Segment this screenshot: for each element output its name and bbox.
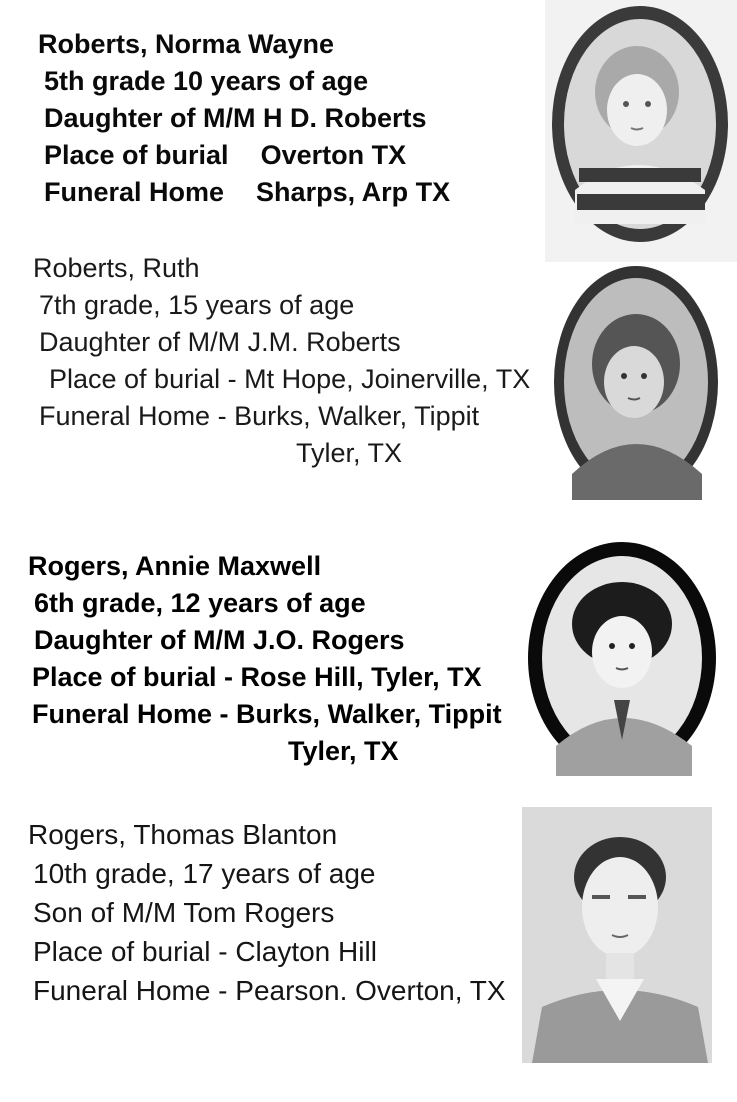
entry-name: Roberts, Norma Wayne <box>38 29 335 59</box>
funeral-value: Sharps, Arp TX <box>256 177 451 207</box>
entry-grade-age: 5th grade 10 years of age <box>44 66 369 96</box>
entry-funeral: Funeral Home - Pearson. Overton, TX <box>33 975 506 1006</box>
entry-funeral-row <box>38 174 450 211</box>
memorial-entry <box>0 548 737 778</box>
entry-parents: Daughter of M/M H D. Roberts <box>44 103 427 133</box>
entry-name: Rogers, Thomas Blanton <box>28 819 338 850</box>
entry-name: Roberts, Ruth <box>33 253 200 283</box>
entry-parents: Daughter of M/M J.O. Rogers <box>34 625 405 655</box>
memorial-entry <box>0 250 737 500</box>
entry-text <box>38 26 450 211</box>
entry-burial: Place of burial - Clayton Hill <box>33 936 377 967</box>
memorial-entry <box>0 815 737 1075</box>
oval-portrait-photo <box>552 264 720 500</box>
entry-text <box>33 250 530 472</box>
entry-burial: Place of burial - Mt Hope, Joinerville, TX <box>49 364 531 394</box>
funeral-label: Funeral Home <box>44 177 225 207</box>
entry-funeral: Funeral Home - Burks, Walker, Tippit <box>32 699 502 729</box>
entry-grade-age: 7th grade, 15 years of age <box>39 290 355 320</box>
entry-grade-age: 10th grade, 17 years of age <box>33 858 376 889</box>
entry-burial-row <box>38 137 450 174</box>
entry-funeral-city: Tyler, TX <box>288 736 399 766</box>
entry-name: Rogers, Annie Maxwell <box>28 551 322 581</box>
entry-parents: Daughter of M/M J.M. Roberts <box>39 327 401 357</box>
entry-burial: Place of burial - Rose Hill, Tyler, TX <box>32 662 482 692</box>
burial-label: Place of burial <box>44 140 229 170</box>
memorial-entry <box>0 22 737 232</box>
entry-grade-age: 6th grade, 12 years of age <box>34 588 366 618</box>
rectangular-portrait-photo <box>522 807 712 1063</box>
oval-portrait-photo <box>545 0 737 262</box>
entry-funeral-city: Tyler, TX <box>296 438 403 468</box>
oval-portrait-photo <box>526 540 718 776</box>
entry-parents: Son of M/M Tom Rogers <box>33 897 335 928</box>
entry-funeral: Funeral Home - Burks, Walker, Tippit <box>39 401 480 431</box>
burial-value: Overton TX <box>260 140 407 170</box>
entry-text <box>28 548 502 770</box>
entry-text <box>28 815 506 1010</box>
